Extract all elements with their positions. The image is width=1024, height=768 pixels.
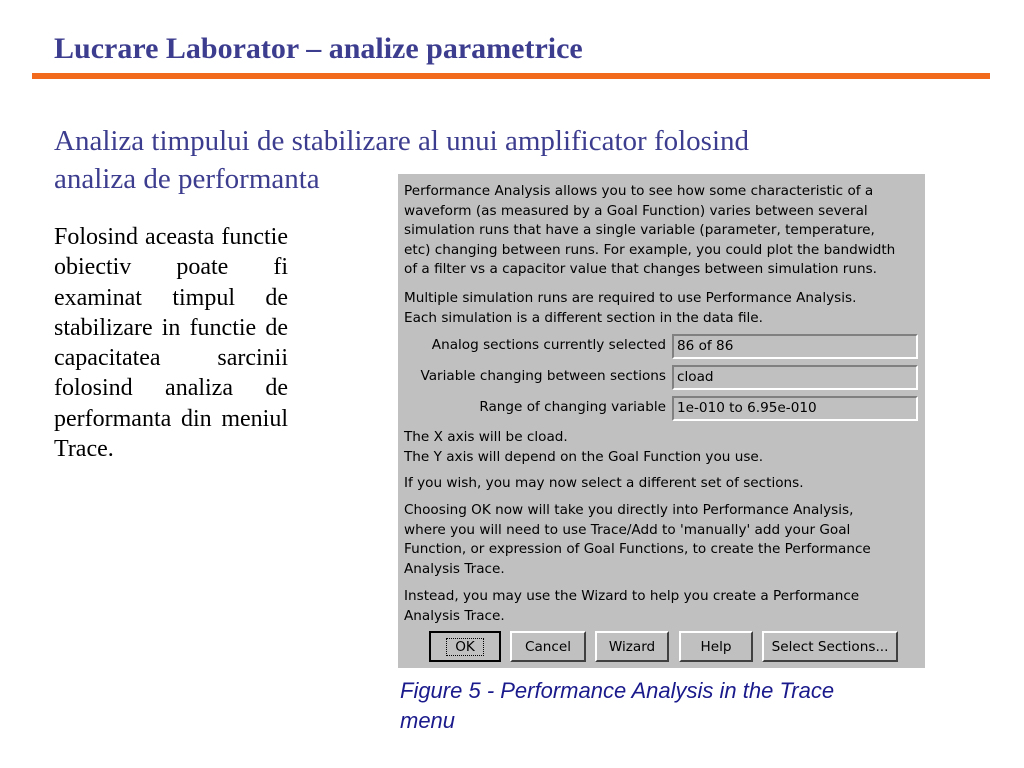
- variable-field: cload: [672, 365, 918, 390]
- dialog-axis-note: [404, 428, 919, 467]
- intro-line: Performance Analysis allows you to see how some characteristic of a: [404, 183, 874, 199]
- caption-line-2: menu: [400, 708, 456, 733]
- dialog-runs-note: [404, 289, 919, 328]
- ok-note-line: Function, or expression of Goal Functions, to create the Performance: [404, 541, 871, 557]
- field-row-variable: [398, 365, 925, 390]
- variable-label: Variable changing between sections: [420, 368, 666, 384]
- ok-button[interactable]: [429, 631, 501, 662]
- wizard-button[interactable]: Wizard: [595, 631, 669, 662]
- intro-line: simulation runs that have a single variable (parameter, temperature,: [404, 222, 875, 238]
- body-text: Folosind aceasta functie obiectiv poate fi examinat timpul de stabilizare in functie de capacitatea sarcinii folosind analiza de performanta din meniul Trace.: [54, 224, 288, 463]
- subtitle-line-1: Analiza timpului de stabilizare al unui amplificator folosind: [54, 125, 749, 157]
- axis-line: The Y axis will depend on the Goal Function you use.: [404, 448, 764, 465]
- runs-line: Multiple simulation runs are required to use Performance Analysis.: [404, 290, 857, 306]
- select-sections-button[interactable]: Select Sections...: [762, 631, 898, 662]
- sections-field: 86 of 86: [672, 334, 918, 359]
- subtitle-line-2: analiza de performanta: [54, 163, 320, 195]
- dialog-ok-note: [404, 501, 919, 579]
- range-field: 1e-010 to 6.95e-010: [672, 396, 918, 421]
- dialog-wizard-note: [404, 587, 919, 626]
- cancel-button[interactable]: Cancel: [510, 631, 586, 662]
- wizard-note-line: Analysis Trace.: [404, 607, 505, 624]
- intro-line: etc) changing between runs. For example, you could plot the bandwidth: [404, 241, 896, 258]
- intro-line: waveform (as measured by a Goal Function) varies between several: [404, 202, 868, 219]
- field-row-range: [398, 396, 925, 421]
- wizard-note-line: Instead, you may use the Wizard to help you create a Performance: [404, 588, 860, 604]
- help-button[interactable]: Help: [679, 631, 753, 662]
- axis-line: The X axis will be cload.: [404, 429, 568, 445]
- ok-note-line: where you will need to use Trace/Add to 'manually' add your Goal: [404, 521, 851, 538]
- performance-analysis-dialog: [398, 174, 925, 668]
- slide-title: Lucrare Laborator – analize parametrice: [54, 32, 583, 65]
- runs-line: Each simulation is a different section in the data file.: [404, 309, 763, 326]
- ok-button-label: OK: [446, 638, 484, 656]
- title-divider: [32, 73, 990, 79]
- field-row-sections: [398, 334, 925, 359]
- dialog-sections-note: If you wish, you may now select a different set of sections.: [404, 475, 804, 491]
- sections-label: Analog sections currently selected: [431, 337, 666, 353]
- dialog-intro: [404, 182, 919, 280]
- ok-note-line: Choosing OK now will take you directly into Performance Analysis,: [404, 502, 854, 518]
- ok-note-line: Analysis Trace.: [404, 560, 505, 577]
- range-label: Range of changing variable: [479, 399, 666, 415]
- intro-line: of a filter vs a capacitor value that changes between simulation runs.: [404, 261, 878, 277]
- caption-line-1: Figure 5 - Performance Analysis in the Trace: [400, 678, 835, 703]
- figure-caption: [400, 676, 1000, 736]
